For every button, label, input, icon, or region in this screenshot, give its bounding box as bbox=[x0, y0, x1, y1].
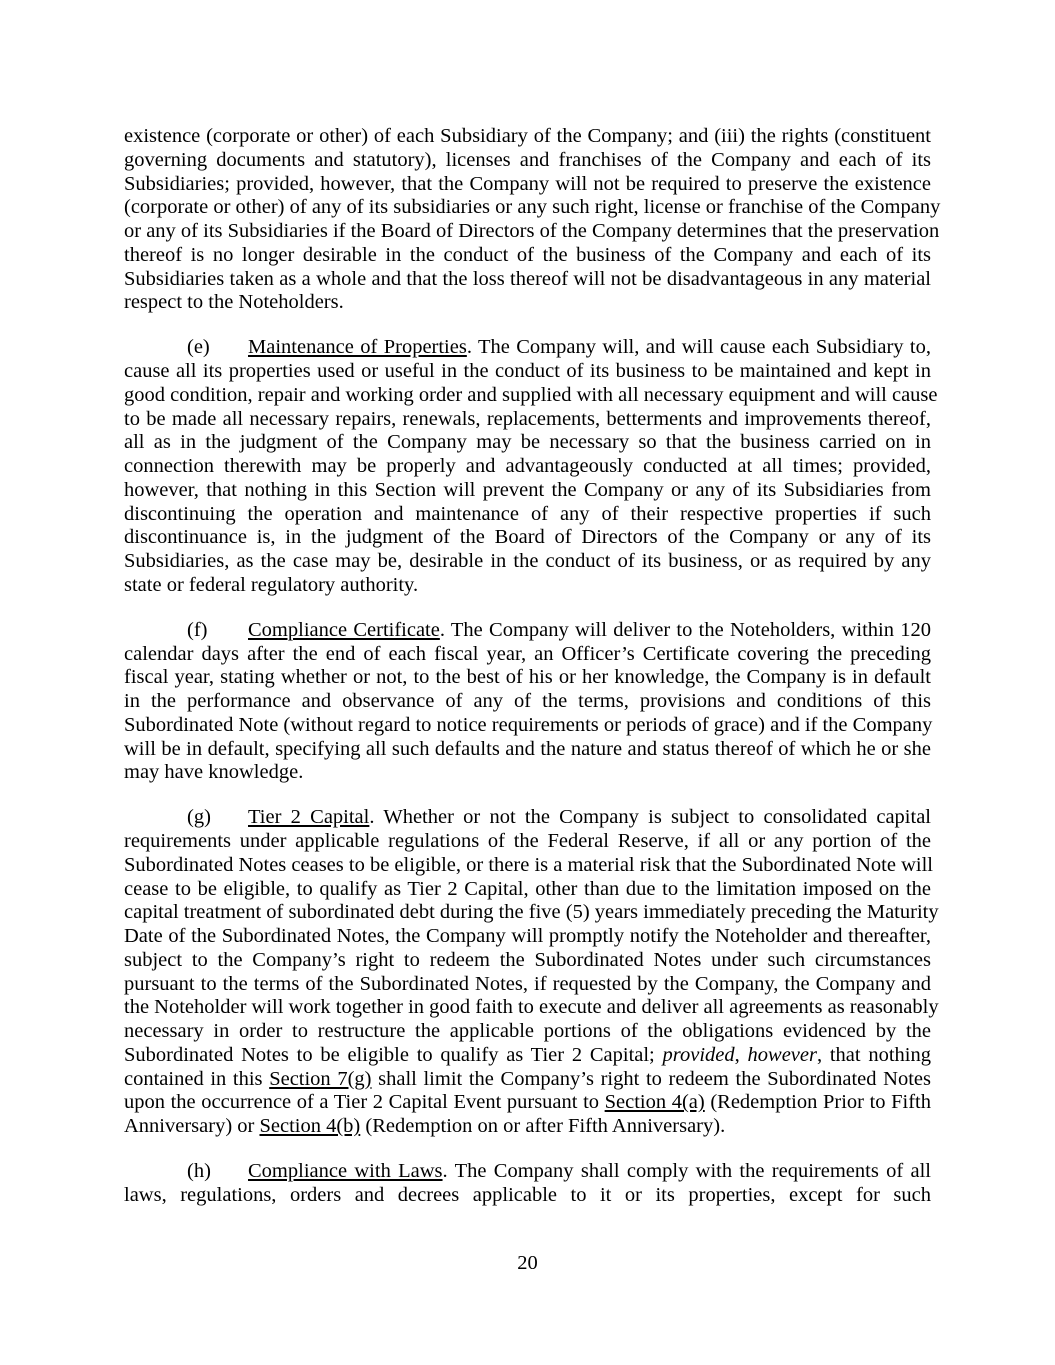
text-line bbox=[124, 1068, 931, 1092]
text-segment: all as in the judgment of the Company may be necessary so that the business carried on in bbox=[124, 431, 931, 454]
text-line bbox=[124, 1160, 931, 1184]
text-segment: . Whether or not the Company is subject to consolidated capital bbox=[369, 806, 931, 829]
text-segment: , that nothing bbox=[816, 1043, 931, 1066]
text-segment: Subordinated Notes ceases to be eligible, or there is a material risk that the Subordinated Note will bbox=[124, 853, 933, 876]
text-line bbox=[124, 714, 931, 738]
text-line bbox=[124, 806, 931, 830]
text-line bbox=[124, 996, 939, 1020]
paragraph-section-e bbox=[124, 336, 938, 597]
text-segment: governing documents and statutory), licenses and franchises of the Company and each of its bbox=[124, 148, 931, 171]
text-line bbox=[124, 503, 931, 527]
text-line bbox=[124, 431, 931, 455]
text-segment: however, that nothing in this Section will prevent the Company or any of its Subsidiaries from bbox=[124, 478, 931, 501]
text-segment: will be in default, specifying all such defaults and the nature and status thereof of which he or she bbox=[124, 737, 931, 760]
text-line bbox=[124, 408, 931, 432]
document-body bbox=[124, 125, 941, 1229]
text-segment: calendar days after the end of each fiscal year, an Officer’s Certificate covering the preceding bbox=[124, 642, 931, 665]
text-line bbox=[124, 925, 931, 949]
text-line bbox=[124, 666, 931, 690]
underlined-reference: Section 7(g) bbox=[269, 1067, 372, 1090]
text-segment: . The Company shall comply with the requirements of all bbox=[442, 1160, 932, 1183]
text-segment: respect to the Noteholders. bbox=[124, 291, 344, 314]
text-segment: Subsidiaries taken as a whole and that the loss thereof will not be disadvantageous in any material bbox=[124, 267, 931, 290]
text-segment: Anniversary) or bbox=[124, 1115, 260, 1138]
underlined-reference: Section 4(a) bbox=[604, 1091, 705, 1114]
text-segment: Subordinated Note (without regard to notice requirements or periods of grace) and if the Company bbox=[124, 713, 933, 736]
text-line bbox=[124, 830, 931, 854]
section-label: (g) bbox=[187, 806, 211, 829]
text-segment: laws, regulations, orders and decrees applicable to it or its properties, except for such bbox=[124, 1183, 931, 1206]
text-line bbox=[124, 854, 931, 878]
text-line bbox=[124, 1184, 931, 1208]
text-line bbox=[124, 149, 931, 173]
text-line bbox=[124, 479, 931, 503]
text-segment: fiscal year, stating whether or not, to the best of his or her knowledge, the Company is in default bbox=[124, 666, 931, 689]
text-line bbox=[124, 550, 931, 574]
text-segment: Subsidiaries; provided, however, that the Company will not be required to preserve the existence bbox=[124, 172, 931, 195]
paragraph-section-h bbox=[124, 1160, 931, 1208]
text-line bbox=[124, 949, 931, 973]
section-label: (e) bbox=[187, 336, 210, 359]
text-segment: or any of its Subsidiaries if the Board of Directors of the Company determines that the preservation bbox=[124, 220, 940, 242]
text-segment: necessary in order to restructure the applicable portions of the obligations evidenced by the bbox=[124, 1020, 931, 1043]
text-line bbox=[124, 973, 931, 997]
underlined-reference: Compliance with Laws bbox=[248, 1160, 443, 1183]
text-segment: shall limit the Company’s right to redeem the Subordinated Notes bbox=[371, 1067, 931, 1090]
paragraph-section-g bbox=[124, 806, 939, 1139]
text-line bbox=[124, 901, 939, 925]
text-line bbox=[124, 1115, 931, 1139]
text-segment: good condition, repair and working order and supplied with all necessary equipment and will cause bbox=[124, 383, 938, 406]
italic-text: however bbox=[747, 1043, 817, 1066]
paragraph-section-f bbox=[124, 619, 931, 785]
text-line bbox=[124, 268, 931, 292]
text-segment: contained in this bbox=[124, 1067, 270, 1090]
text-segment: capital treatment of subordinated debt during the five (5) years immediately preceding the Maturity bbox=[124, 901, 939, 924]
text-line bbox=[124, 526, 931, 550]
text-line bbox=[124, 220, 940, 244]
text-line bbox=[124, 1020, 931, 1044]
underlined-reference: Section 4(b) bbox=[259, 1115, 361, 1138]
text-segment: in the performance and observance of any of the terms, provisions and conditions of this bbox=[124, 690, 931, 713]
text-segment: Subsidiaries, as the case may be, desirable in the conduct of its business, or as required by any bbox=[124, 550, 931, 573]
text-segment: Subordinated Notes to be eligible to qualify as Tier 2 Capital; bbox=[124, 1043, 663, 1066]
text-segment: cease to be eligible, to qualify as Tier 2 Capital, other than due to the limitation imposed on the bbox=[124, 877, 931, 900]
text-segment: . The Company will deliver to the Noteholders, within 120 bbox=[439, 618, 932, 641]
text-segment: . The Company will, and will cause each Subsidiary to, bbox=[466, 336, 932, 359]
italic-text: provided bbox=[662, 1043, 735, 1066]
text-segment: discontinuing the operation and maintenance of any of their respective properties if such bbox=[124, 502, 931, 525]
text-line bbox=[124, 291, 931, 315]
text-segment: (Redemption on or after Fifth Anniversary). bbox=[360, 1115, 726, 1138]
text-segment: state or federal regulatory authority. bbox=[124, 573, 419, 596]
text-line bbox=[124, 761, 931, 785]
text-line bbox=[124, 244, 931, 268]
text-segment: thereof is no longer desirable in the conduct of the business of the Company and each of its bbox=[124, 243, 931, 266]
underlined-reference: Maintenance of Properties bbox=[248, 336, 467, 359]
text-line bbox=[124, 1091, 931, 1115]
text-segment: Date of the Subordinated Notes, the Company will promptly notify the Noteholder and thereafter, bbox=[124, 925, 931, 948]
text-line bbox=[124, 383, 938, 408]
underlined-reference: Compliance Certificate bbox=[248, 618, 440, 641]
text-line bbox=[124, 619, 931, 643]
text-segment: upon the occurrence of a Tier 2 Capital Event pursuant to bbox=[124, 1091, 605, 1114]
text-line bbox=[124, 1044, 931, 1068]
section-label: (f) bbox=[187, 618, 208, 641]
text-line bbox=[124, 690, 931, 714]
text-line bbox=[124, 336, 931, 360]
text-segment: to be made all necessary repairs, renewals, replacements, betterments and improvements thereof, bbox=[124, 407, 931, 430]
underlined-reference: Tier 2 Capital bbox=[248, 806, 370, 829]
text-line bbox=[124, 173, 931, 197]
paragraph-continuation bbox=[124, 125, 941, 315]
text-segment: the Noteholder will work together in good faith to execute and deliver all agreements as reasonably bbox=[124, 996, 939, 1019]
text-line bbox=[124, 125, 931, 149]
text-segment: connection therewith may be properly and advantageously conducted at all times; provided, bbox=[124, 455, 931, 478]
text-line bbox=[124, 643, 931, 667]
text-line bbox=[124, 455, 931, 479]
text-segment: may have knowledge. bbox=[124, 761, 304, 784]
text-segment: existence (corporate or other) of each Subsidiary of the Company; and (iii) the rights (constituent bbox=[124, 125, 931, 147]
text-segment: cause all its properties used or useful in the conduct of its business to be maintained and kept in bbox=[124, 360, 931, 383]
text-segment: , bbox=[734, 1043, 748, 1066]
text-segment: pursuant to the terms of the Subordinated Notes, if requested by the Company, the Company and bbox=[124, 972, 931, 995]
text-line bbox=[124, 574, 931, 598]
page-number: 20 bbox=[517, 1252, 538, 1274]
text-segment: discontinuance is, in the judgment of the Board of Directors of the Company or any of its bbox=[124, 526, 931, 549]
text-segment: subject to the Company’s right to redeem the Subordinated Notes under such circumstances bbox=[124, 948, 931, 971]
text-segment: (corporate or other) of any of its subsidiaries or any such right, license or franchise of the Company bbox=[124, 196, 941, 219]
section-label: (h) bbox=[187, 1160, 211, 1183]
text-line bbox=[124, 738, 931, 762]
text-segment: requirements under applicable regulations of the Federal Reserve, if all or any portion of the bbox=[124, 830, 931, 853]
text-segment: (Redemption Prior to Fifth bbox=[704, 1091, 931, 1114]
text-line bbox=[124, 878, 931, 902]
text-line bbox=[124, 196, 941, 220]
text-line bbox=[124, 360, 931, 384]
